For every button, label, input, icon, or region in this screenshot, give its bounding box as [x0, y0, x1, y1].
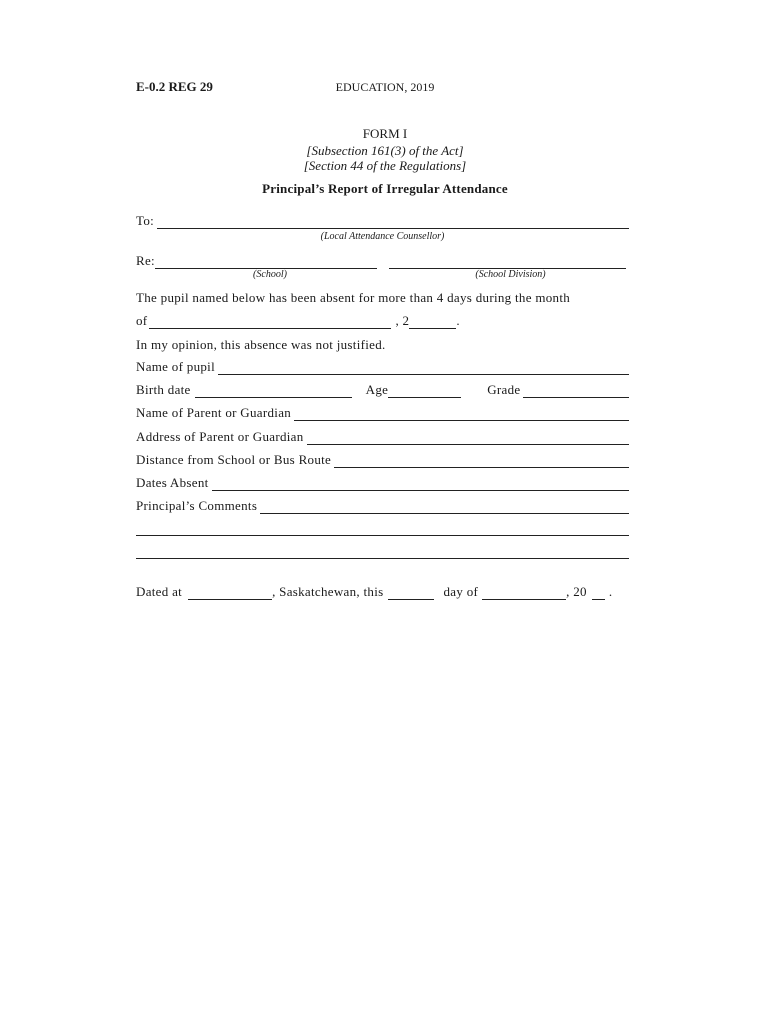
- year-prefix: , 2: [395, 313, 410, 328]
- running-header: EDUCATION, 2019: [335, 80, 435, 94]
- year-suffix: .: [456, 313, 460, 328]
- comments-extra-line-2[interactable]: [136, 558, 629, 559]
- pupil-name-label: Name of pupil: [136, 359, 215, 374]
- pupil-name-field: [136, 357, 629, 375]
- month-input-line[interactable]: [149, 315, 391, 329]
- comments-extra-line-1[interactable]: [136, 535, 629, 536]
- distance-label: Distance from School or Bus Route: [136, 452, 332, 467]
- month-field: [136, 311, 476, 329]
- signature-year-prefix: , 20: [566, 584, 587, 599]
- age-input-line[interactable]: [388, 384, 461, 398]
- parent-name-field: [136, 403, 629, 421]
- school-division-caption: (School Division): [475, 269, 546, 280]
- form-title: Principal’s Report of Irregular Attendance: [262, 181, 508, 196]
- school-division-input-line[interactable]: [389, 255, 626, 269]
- signature-year-input-line[interactable]: [592, 586, 605, 600]
- signature-end: .: [608, 584, 613, 599]
- parent-address-field: [136, 427, 629, 445]
- act-subsection: [Subsection 161(3) of the Act]: [306, 143, 464, 158]
- comments-field: [136, 496, 629, 514]
- birth-age-grade-field: [136, 380, 629, 398]
- comments-label: Principal’s Comments: [136, 498, 258, 513]
- absence-statement: The pupil named below has been absent for more than 4 days during the month: [136, 290, 571, 305]
- comments-input-line[interactable]: [260, 500, 629, 514]
- place-input-line[interactable]: [188, 586, 272, 600]
- to-input-line[interactable]: [157, 215, 629, 229]
- school-input-line[interactable]: [155, 255, 377, 269]
- to-label: To:: [136, 213, 155, 228]
- parent-address-input-line[interactable]: [307, 431, 629, 445]
- parent-name-input-line[interactable]: [294, 407, 629, 421]
- regulation-section: [Section 44 of the Regulations]: [303, 158, 467, 173]
- of-label: of: [136, 313, 148, 328]
- distance-field: [136, 450, 629, 468]
- parent-name-label: Name of Parent or Guardian: [136, 405, 292, 420]
- school-caption: (School): [253, 269, 287, 280]
- birth-date-input-line[interactable]: [195, 384, 352, 398]
- month-signature-input-line[interactable]: [482, 586, 566, 600]
- grade-label: Grade: [487, 382, 521, 397]
- age-label: Age: [365, 382, 389, 397]
- dated-at-field: [136, 582, 641, 600]
- province-text: , Saskatchewan, this: [272, 584, 384, 599]
- grade-input-line[interactable]: [523, 384, 629, 398]
- distance-input-line[interactable]: [334, 454, 629, 468]
- re-field: [136, 251, 629, 269]
- regulation-reference: E-0.2 REG 29: [136, 79, 213, 94]
- pupil-name-input-line[interactable]: [218, 361, 629, 375]
- year-input-line[interactable]: [409, 315, 456, 329]
- dates-absent-field: [136, 473, 629, 491]
- dated-at-label: Dated at: [136, 584, 183, 599]
- day-of-label: day of: [443, 584, 479, 599]
- to-field: [136, 211, 629, 229]
- to-caption: (Local Attendance Counsellor): [320, 231, 445, 242]
- re-label: Re:: [136, 253, 155, 268]
- opinion-statement: In my opinion, this absence was not justified.: [136, 337, 386, 352]
- dates-absent-input-line[interactable]: [212, 477, 629, 491]
- parent-address-label: Address of Parent or Guardian: [136, 429, 304, 444]
- birth-date-label: Birth date: [136, 382, 191, 397]
- form-number: FORM I: [362, 126, 408, 141]
- day-input-line[interactable]: [388, 586, 434, 600]
- dates-absent-label: Dates Absent: [136, 475, 209, 490]
